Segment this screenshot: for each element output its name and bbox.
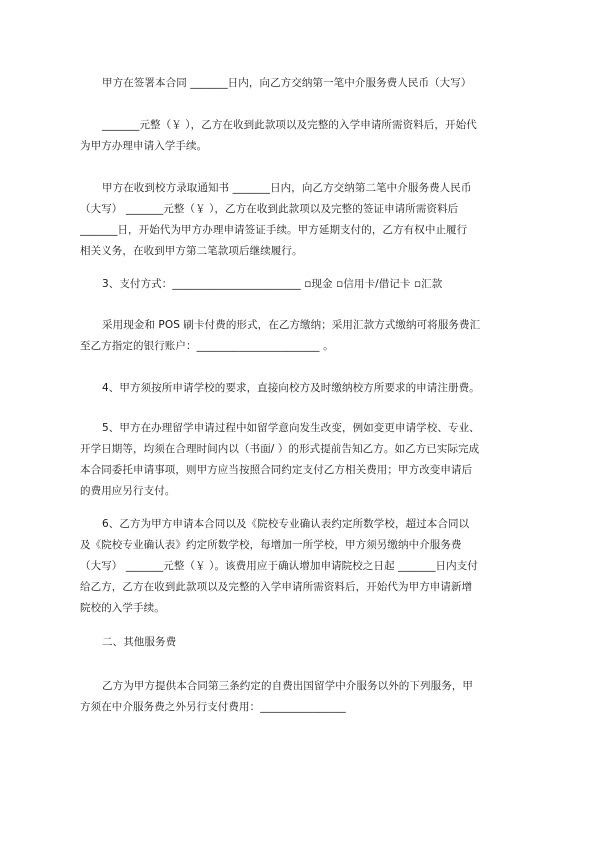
paragraph-line: _______元整（￥ ），乙方在收到此款项以及完整的入学申请所需资料后，开始代 — [102, 119, 477, 131]
paragraph-second-payment — [80, 178, 535, 262]
section-heading: 二、其他服务费 — [102, 636, 177, 648]
paragraph-line: 5、甲方在办理留学申请过程中如留学意向发生改变，例如变更申请学校、专业、 — [102, 422, 480, 434]
paragraph-first-payment — [80, 73, 535, 94]
paragraph-line: 方须在中介服务费之外另行支付费用：________________ — [80, 701, 346, 713]
paragraph-payment-method — [80, 274, 535, 295]
paragraph-other-services — [80, 676, 535, 718]
paragraph-line: 院校的入学手续。 — [80, 602, 165, 614]
paragraph-line: _______日，开始代为甲方办理申请签证手续。甲方延期支付的，乙方有权中止履行 — [80, 224, 468, 236]
paragraph-change-of-intent — [80, 418, 535, 502]
paragraph-additional-school — [80, 514, 535, 619]
paragraph-line: 甲方在签署本合同 _______日内，向乙方交纳第一笔中介服务费人民币（大写） — [102, 77, 472, 89]
paragraph-line: 乙方为甲方提供本合同第三条约定的自费出国留学中介服务以外的下列服务，甲 — [102, 680, 473, 692]
paragraph-line: 的费用应另行支付。 — [80, 485, 176, 497]
paragraph-line: （大写） _______元整（￥ ）。该费用应于确认增加申请院校之日起 _______日内支付 — [80, 560, 478, 572]
section-heading-other-fees — [80, 632, 535, 653]
paragraph-line: 本合同委托申请事项，则甲方应当按照合同约定支付乙方相关费用；甲方改变申请后 — [80, 464, 473, 476]
paragraph-first-payment-continued — [80, 115, 535, 157]
paragraph-line: 采用现金和 POS 刷卡付费的形式，在乙方缴纳；采用汇款方式缴纳可将服务费汇 — [102, 319, 481, 331]
paragraph-line: 4、甲方须按所申请学校的要求，直接向校方及时缴纳校方所要求的申请注册费。 — [102, 382, 480, 394]
paragraph-registration-fee — [80, 346, 535, 399]
paragraph-line: 6、乙方为甲方申请本合同以及《院校专业确认表约定所数学校，超过本合同以 — [102, 518, 470, 530]
paragraph-line: 及《院校专业确认表》约定所数学校，每增加一所学校，甲方须另缴纳中介服务费 — [80, 539, 462, 551]
paragraph-line: 开学日期等，均须在合理时间内以（书面/ ）的形式提前告知乙方。如乙方已实际完成 — [80, 443, 480, 455]
paragraph-line: 相关义务，在收到甲方第二笔款项后继续履行。 — [80, 245, 303, 257]
paragraph-line: 3、支付方式：________________________ ▫现金 ▫信用卡/借记卡 ▫汇款 — [102, 278, 443, 290]
paragraph-line: 至乙方指定的银行账户：_______________________ 。 — [80, 340, 334, 352]
paragraph-line: 甲方在收到校方录取通知书 _______日内，向乙方交纳第二笔中介服务费人民币 — [102, 182, 472, 194]
paragraph-line: 给乙方，乙方在收到此款项以及完整的入学申请所需资料后，开始代为甲方申请新增 — [80, 581, 473, 593]
paragraph-line: 为甲方办理申请入学手续。 — [80, 140, 208, 152]
paragraph-line: （大写） _______元整（￥ ），乙方在收到此款项以及完整的签证申请所需资料后 — [80, 203, 459, 215]
